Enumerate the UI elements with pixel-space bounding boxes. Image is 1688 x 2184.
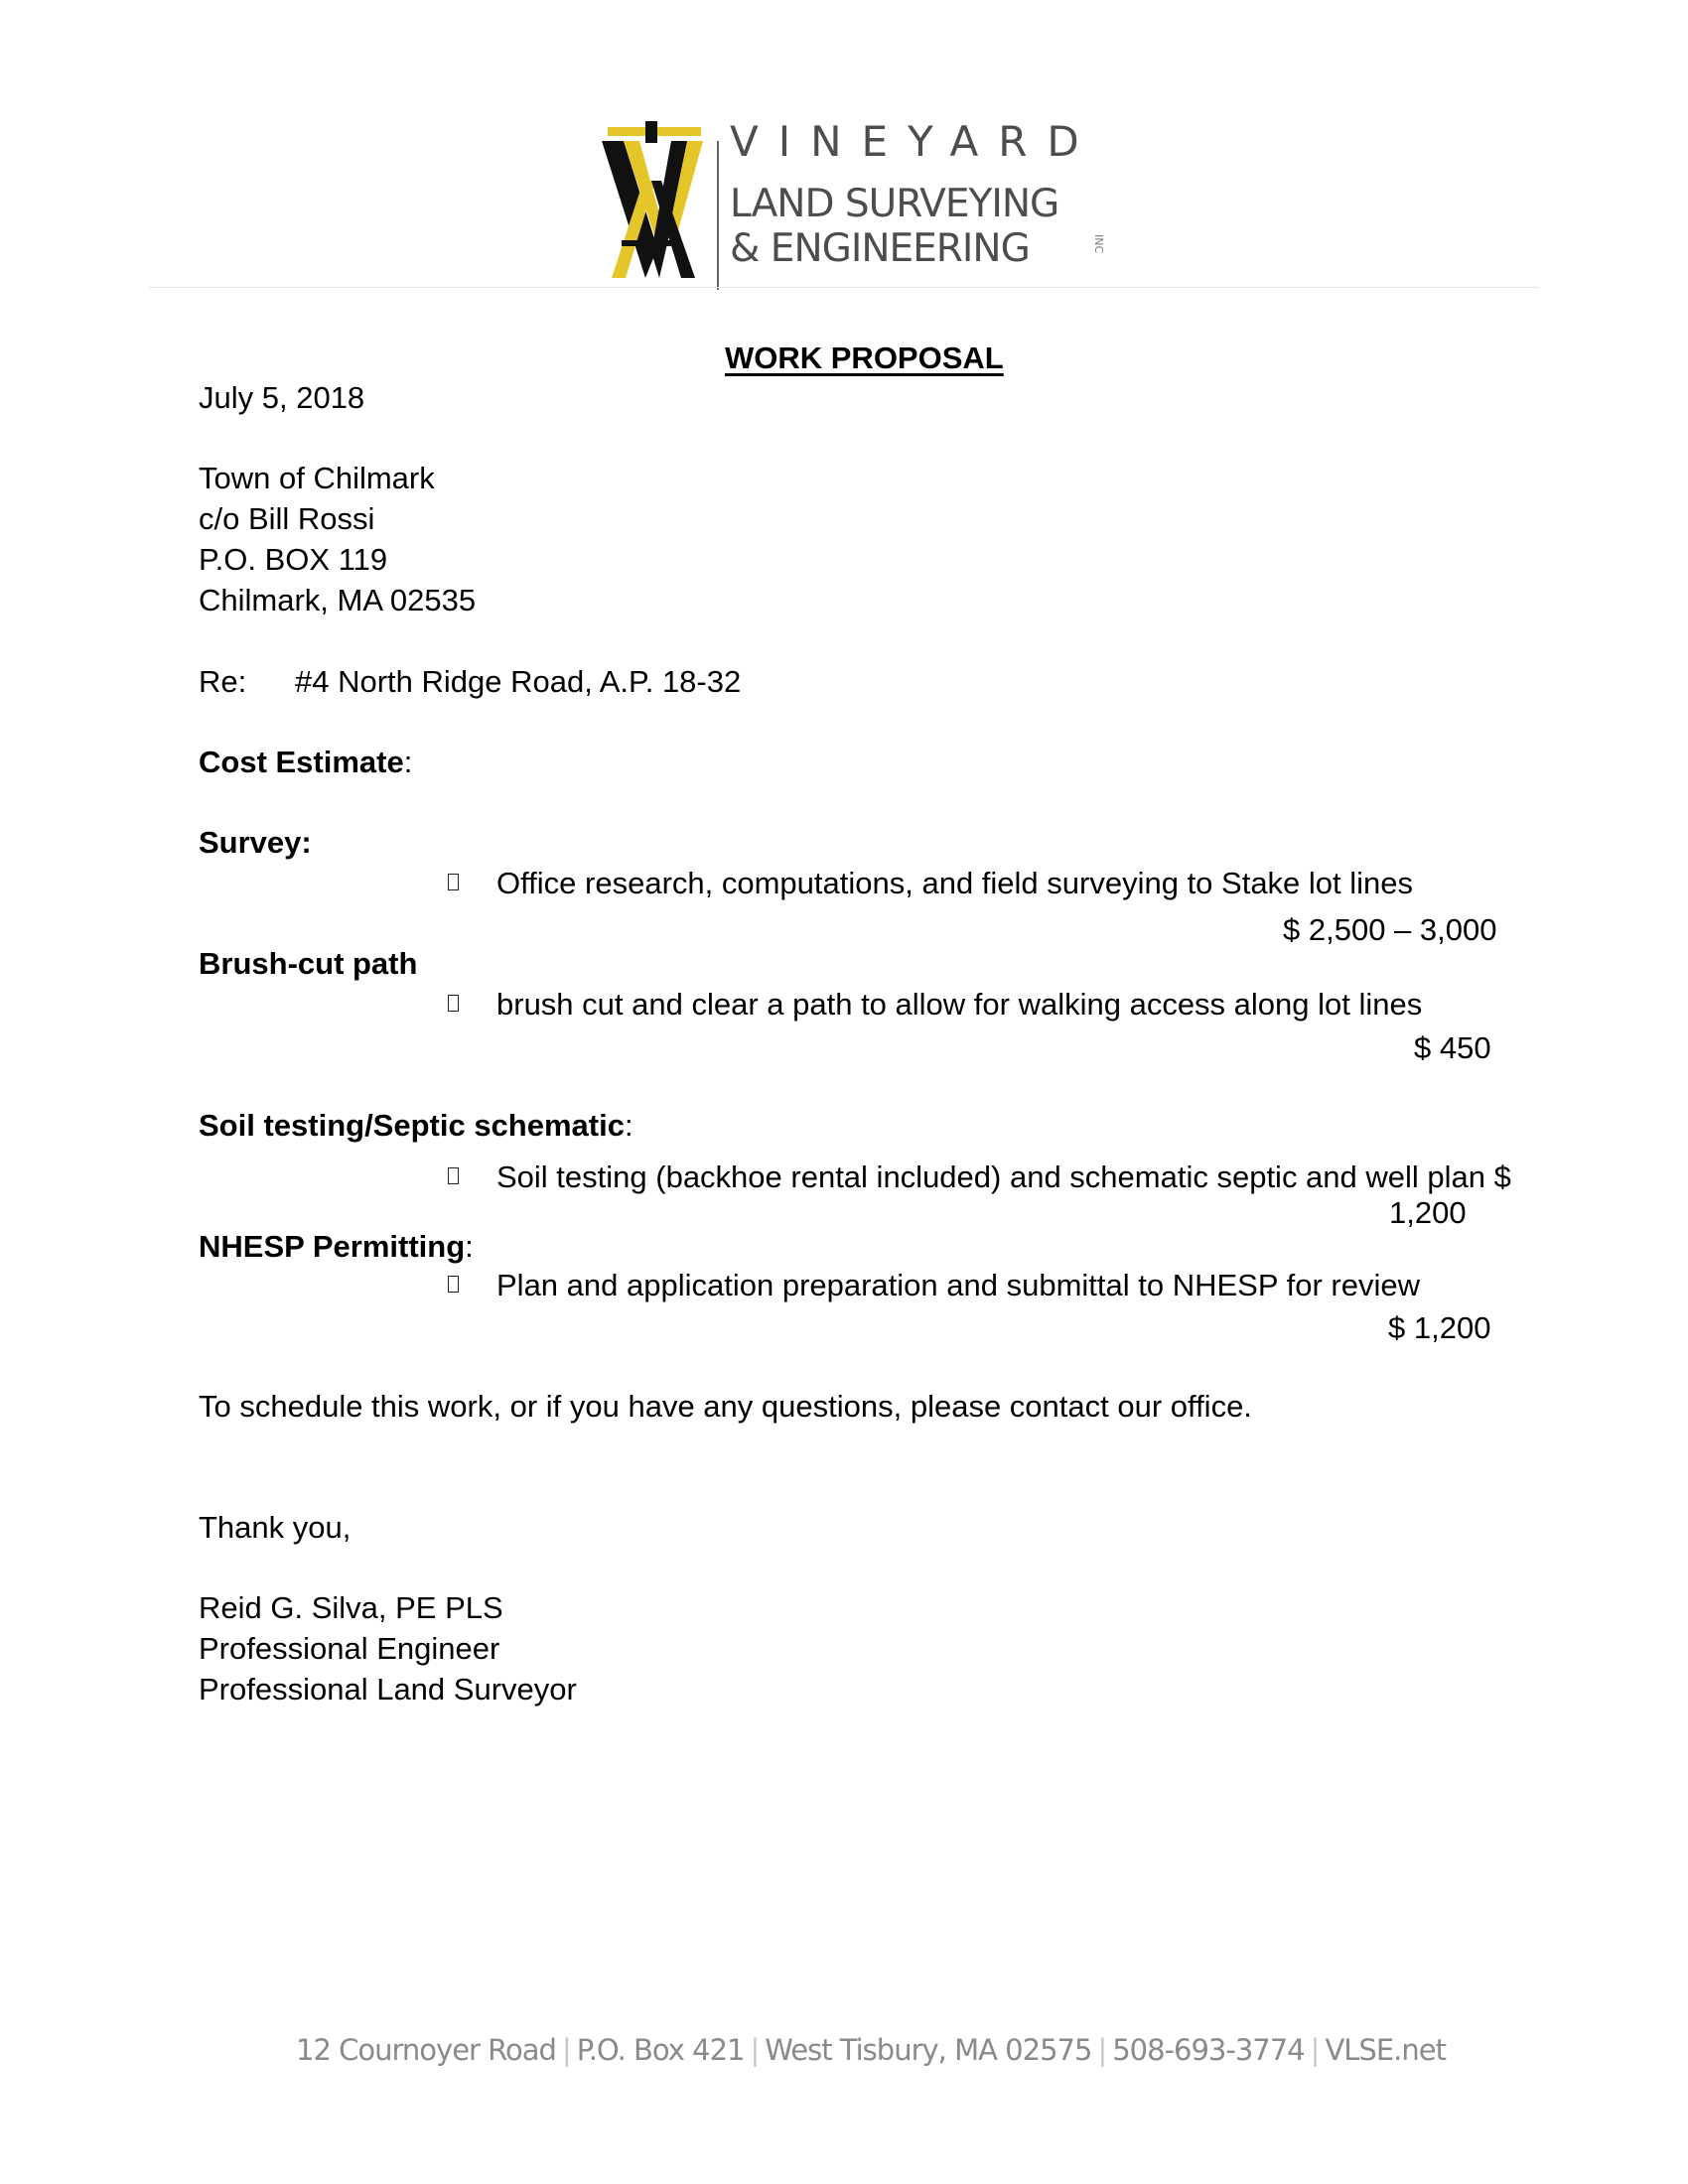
section-price-brush-cut: $ 450 [1414, 1030, 1491, 1065]
logo-line-land-surveying: LAND SURVEYING [730, 182, 1059, 226]
footer-contact-bar [296, 2030, 1446, 2071]
section-heading-soil-testing: Soil testing/Septic schematic: [199, 1108, 633, 1143]
signatory-name: Reid G. Silva, PE PLS [199, 1590, 503, 1625]
section-price-soil-testing: 1,200 [1389, 1195, 1467, 1230]
section-heading-survey: Survey: [199, 825, 312, 860]
bullet-icon [448, 995, 459, 1012]
signatory-title-2: Professional Land Surveyor [199, 1672, 577, 1706]
logo-suffix: INC [1092, 234, 1105, 254]
cost-estimate-heading [199, 742, 412, 782]
closing-text: To schedule this work, or if you have any questions, please contact our office. [199, 1389, 1252, 1424]
footer-phone: 508-693-3774 [1112, 2033, 1305, 2067]
section-price-nhesp: $ 1,200 [1388, 1310, 1491, 1345]
company-logo [600, 117, 1105, 278]
re-label: Re: [199, 664, 247, 699]
document-title: WORK PROPOSAL [725, 341, 1004, 375]
footer-separator: | [750, 2033, 760, 2067]
recipient-line-2: c/o Bill Rossi [199, 501, 375, 536]
footer-city: West Tisbury, MA 02575 [765, 2033, 1092, 2067]
bullet-icon [448, 1276, 459, 1293]
cost-estimate-colon: : [403, 745, 413, 779]
re-value: #4 North Ridge Road, A.P. 18-32 [295, 664, 742, 699]
header-divider [149, 287, 1539, 288]
thanks-text: Thank you, [199, 1510, 352, 1545]
bullet-icon [448, 874, 459, 890]
section-price-survey: $ 2,500 – 3,000 [1283, 912, 1497, 947]
footer-address: 12 Cournoyer Road [296, 2033, 556, 2067]
footer-website: VLSE.net [1325, 2033, 1446, 2067]
section-heading-brush-cut: Brush-cut path [199, 946, 418, 981]
footer-po-box: P.O. Box 421 [576, 2033, 745, 2067]
footer-separator: | [1310, 2033, 1320, 2067]
logo-line-engineering: & ENGINEERING [730, 226, 1030, 271]
section-item-nhesp: Plan and application preparation and submittal to NHESP for review [496, 1268, 1420, 1302]
section-item-brush-cut: brush cut and clear a path to allow for walking access along lot lines [496, 987, 1423, 1022]
recipient-line-4: Chilmark, MA 02535 [199, 583, 477, 617]
logo-divider [717, 141, 719, 290]
recipient-line-3: P.O. BOX 119 [199, 542, 388, 577]
recipient-line-1: Town of Chilmark [199, 461, 435, 495]
footer-separator: | [561, 2033, 571, 2067]
section-heading-nhesp: NHESP Permitting: [199, 1229, 474, 1264]
cost-estimate-label: Cost Estimate [199, 745, 404, 779]
proposal-date: July 5, 2018 [199, 380, 365, 415]
logo-line-vineyard: VINEYARD [730, 117, 1099, 166]
surveyor-tripod-logo-icon [600, 121, 711, 280]
section-item-soil-testing: Soil testing (backhoe rental included) and schematic septic and well plan $ [496, 1160, 1511, 1194]
footer-separator: | [1097, 2033, 1107, 2067]
section-item-survey: Office research, computations, and field surveying to Stake lot lines [496, 866, 1414, 900]
signatory-title-1: Professional Engineer [199, 1631, 500, 1666]
bullet-icon [448, 1167, 459, 1184]
